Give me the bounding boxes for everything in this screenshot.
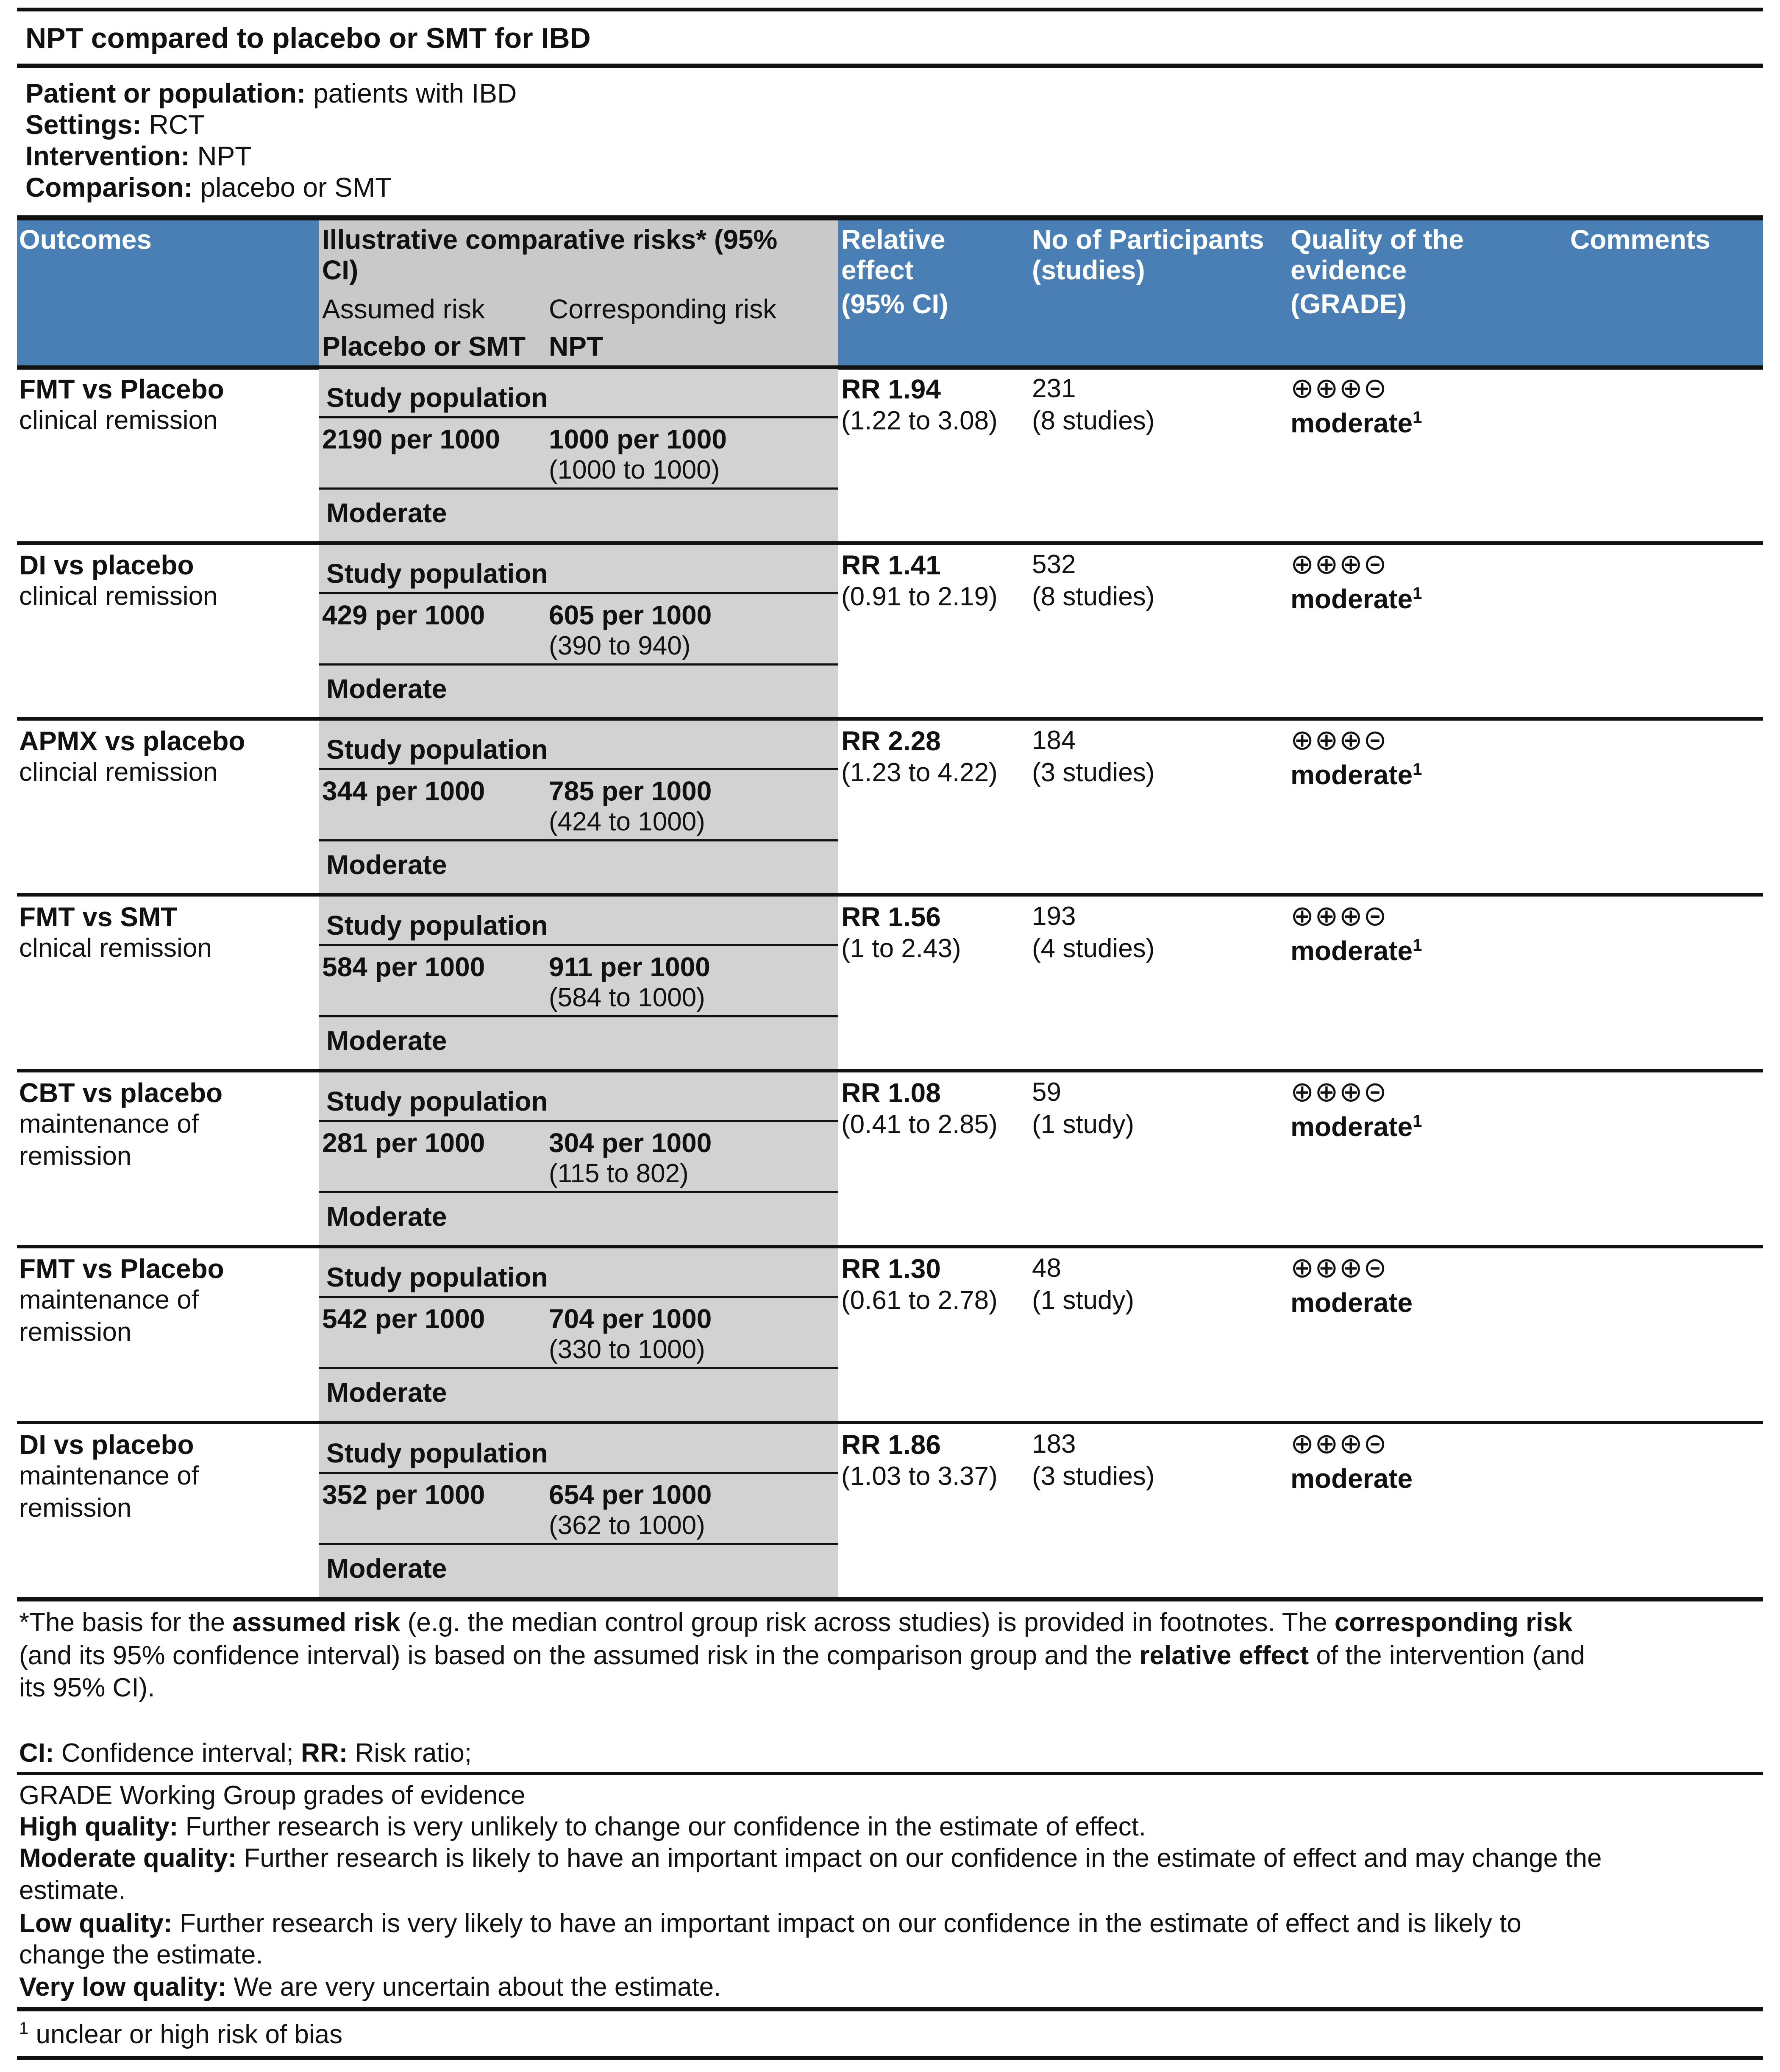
grade-rating (1290, 1462, 1413, 1495)
risk-cell-rule (319, 839, 838, 841)
relative-effect-value: RR 1.08 (841, 1078, 941, 1108)
grade-rating-text: moderate (1290, 936, 1413, 966)
outcome-description-2: remission (19, 1493, 132, 1523)
risk-cell-rule (319, 1367, 838, 1369)
corresponding-risk-ci: (424 to 1000) (549, 807, 705, 836)
outcome-description: clincial remission (19, 758, 218, 787)
studies-count: (8 studies) (1032, 406, 1155, 435)
corresponding-risk-value: 785 per 1000 (549, 776, 712, 806)
grade-certainty-icon: ⊕⊕⊕⊝ (1290, 1427, 1388, 1460)
grade-rating-text: moderate (1290, 760, 1413, 790)
footnote-marker: 1 (1413, 936, 1422, 955)
relative-effect-value: RR 2.28 (841, 726, 941, 756)
grade-certainty-icon: ⊕⊕⊕⊝ (1290, 372, 1388, 404)
assumed-risk-value: 281 per 1000 (322, 1128, 485, 1158)
grade-rating (1290, 759, 1422, 791)
outcome-description-2: remission (19, 1317, 132, 1347)
relative-effect-value: RR 1.94 (841, 374, 941, 404)
corresponding-risk-ci: (1000 to 1000) (549, 455, 720, 485)
assumed-risk-value: 2190 per 1000 (322, 424, 500, 454)
outcome-description: maintenance of (19, 1109, 199, 1139)
grade-heading: GRADE Working Group grades of evidence (19, 1781, 526, 1810)
comparison-line: Comparison: placebo or SMT (25, 172, 392, 203)
corresponding-risk-value: 304 per 1000 (549, 1128, 712, 1158)
participants-count: 184 (1032, 726, 1076, 755)
study-population-label: Study population (326, 1438, 548, 1468)
study-population-label: Study population (326, 734, 548, 765)
grade-certainty-icon: ⊕⊕⊕⊝ (1290, 1075, 1388, 1108)
row-separator (17, 717, 1763, 721)
footnote-rule (17, 2007, 1763, 2011)
participants-count: 193 (1032, 902, 1076, 931)
corresponding-risk-ci: (584 to 1000) (549, 983, 705, 1012)
outcome-name: FMT vs Placebo (19, 1253, 224, 1284)
grade-certainty-icon: ⊕⊕⊕⊝ (1290, 548, 1388, 580)
corresponding-risk-ci: (362 to 1000) (549, 1511, 705, 1540)
risk-cell-rule (319, 1543, 838, 1545)
outcome-description-2: remission (19, 1142, 132, 1171)
study-population-label: Study population (326, 382, 548, 413)
header-risks-line1: Illustrative comparative risks* (95% (322, 224, 778, 255)
risk-level-label: Moderate (326, 1025, 447, 1056)
header-corresponding-group: NPT (549, 331, 603, 362)
outcome-name: DI vs placebo (19, 550, 194, 580)
moderate-quality-line: Moderate quality: Further research is likely to have an important impact on our confidence in the estimate of effect and may change the (19, 1844, 1602, 1873)
footer-top-rule (17, 1597, 1763, 1601)
low-quality-line: Low quality: Further research is very likely to have an important impact on our confidence in the estimate of effect and is likely to (19, 1909, 1521, 1938)
corresponding-risk-ci: (390 to 940) (549, 631, 691, 660)
grade-rating-text: moderate (1290, 584, 1413, 614)
grade-rating-text: moderate (1290, 408, 1413, 438)
risk-cell-rule (319, 1296, 838, 1298)
relative-effect-value: RR 1.56 (841, 902, 941, 932)
grade-rating (1290, 1287, 1413, 1319)
outcome-description: maintenance of (19, 1285, 199, 1314)
outcome-description: clinical remission (19, 582, 218, 611)
footnote-1: $^1$ unclear or high risk of bias (19, 2019, 343, 2049)
title-rule (17, 64, 1763, 68)
corresponding-risk-ci: (330 to 1000) (549, 1335, 705, 1364)
relative-effect-ci: (0.61 to 2.78) (841, 1286, 998, 1315)
studies-count: (1 study) (1032, 1110, 1135, 1139)
grade-rating-text: moderate (1290, 1287, 1413, 1318)
basis-line-3: its 95% CI). (19, 1673, 155, 1702)
grade-rule (17, 1772, 1763, 1775)
risk-cell-rule (319, 768, 838, 770)
relative-effect-ci: (1 to 2.43) (841, 934, 961, 963)
moderate-quality-line-2: estimate. (19, 1876, 126, 1905)
settings-line: Settings: RCT (25, 109, 205, 140)
outcome-name: FMT vs Placebo (19, 374, 224, 404)
studies-count: (1 study) (1032, 1286, 1135, 1315)
high-quality-line: High quality: Further research is very unlikely to change our confidence in the estimate of effect. (19, 1812, 1146, 1841)
outcome-name: APMX vs placebo (19, 726, 245, 756)
risk-level-label: Moderate (326, 1553, 447, 1584)
top-rule (17, 8, 1763, 11)
studies-count: (4 studies) (1032, 934, 1155, 963)
header-comments: Comments (1570, 224, 1710, 255)
risk-level-label: Moderate (326, 498, 447, 528)
outcome-description: maintenance of (19, 1461, 199, 1490)
header-relative-1: Relative (841, 224, 946, 255)
participants-count: 532 (1032, 550, 1076, 579)
studies-count: (3 studies) (1032, 1462, 1155, 1491)
relative-effect-value: RR 1.41 (841, 550, 941, 580)
corresponding-risk-value: 1000 per 1000 (549, 424, 727, 454)
outcome-name: DI vs placebo (19, 1429, 194, 1460)
risk-level-label: Moderate (326, 1201, 447, 1232)
study-population-label: Study population (326, 558, 548, 589)
outcome-name: CBT vs placebo (19, 1078, 223, 1108)
header-relative-2: effect (841, 255, 914, 285)
risk-cell-rule (319, 487, 838, 490)
assumed-risk-value: 344 per 1000 (322, 776, 485, 806)
studies-count: (8 studies) (1032, 582, 1155, 611)
header-assumed-risk: Assumed risk (322, 294, 485, 324)
basis-line-2: (and its 95% confidence interval) is based on the assumed risk in the comparison group and the relative effect of the intervention (and (19, 1641, 1585, 1670)
row-separator (17, 541, 1763, 545)
risk-cell-rule (319, 1191, 838, 1193)
grade-certainty-icon: ⊕⊕⊕⊝ (1290, 900, 1388, 932)
grade-certainty-icon: ⊕⊕⊕⊝ (1290, 724, 1388, 756)
header-quality-1: Quality of the (1290, 224, 1464, 255)
row-separator (17, 1069, 1763, 1072)
grade-rating (1290, 1111, 1422, 1143)
footnote-marker: 1 (1413, 760, 1422, 779)
outcome-name: FMT vs SMT (19, 902, 178, 932)
row-separator (17, 1245, 1763, 1248)
relative-effect-ci: (1.23 to 4.22) (841, 758, 998, 787)
header-relative-3: (95% CI) (841, 289, 948, 319)
header-quality-3: (GRADE) (1290, 289, 1407, 319)
bottom-rule (17, 2056, 1763, 2060)
population-line: Patient or population: patients with IBD (25, 78, 517, 109)
participants-count: 231 (1032, 374, 1076, 403)
grade-rating-text: moderate (1290, 1463, 1413, 1494)
relative-effect-ci: (0.91 to 2.19) (841, 582, 998, 611)
low-quality-line-2: change the estimate. (19, 1940, 263, 1969)
risk-cell-rule (319, 592, 838, 594)
footnote-marker: 1 (1413, 1112, 1422, 1131)
row-separator (17, 1421, 1763, 1424)
corresponding-risk-value: 911 per 1000 (549, 952, 710, 982)
abbreviations-line: CI: Confidence interval; RR: Risk ratio; (19, 1738, 472, 1768)
outcome-description: clinical remission (19, 406, 218, 435)
corresponding-risk-value: 605 per 1000 (549, 600, 712, 630)
relative-effect-value: RR 1.86 (841, 1429, 941, 1460)
risk-cell-rule (319, 416, 838, 418)
risk-level-label: Moderate (326, 849, 447, 880)
studies-count: (3 studies) (1032, 758, 1155, 787)
assumed-risk-value: 352 per 1000 (322, 1479, 485, 1510)
assumed-risk-value: 542 per 1000 (322, 1303, 485, 1334)
study-population-label: Study population (326, 910, 548, 941)
relative-effect-ci: (0.41 to 2.85) (841, 1110, 998, 1139)
grade-certainty-icon: ⊕⊕⊕⊝ (1290, 1251, 1388, 1284)
outcome-description: clnical remission (19, 933, 212, 963)
grade-rating (1290, 407, 1422, 439)
corresponding-risk-ci: (115 to 802) (549, 1159, 689, 1188)
basis-line-1: *The basis for the assumed risk (e.g. the median control group risk across studies) is provided in footnotes. The corresponding risk (19, 1608, 1573, 1637)
corresponding-risk-value: 704 per 1000 (549, 1303, 712, 1334)
participants-count: 48 (1032, 1253, 1061, 1283)
grade-rating-text: moderate (1290, 1111, 1413, 1142)
assumed-risk-value: 584 per 1000 (322, 952, 485, 982)
row-separator (17, 893, 1763, 897)
very-low-quality-line: Very low quality: We are very uncertain about the estimate. (19, 1972, 721, 2002)
risk-cell-rule (319, 1120, 838, 1122)
header-quality-2: evidence (1290, 255, 1407, 285)
footnote-marker: 1 (1413, 408, 1422, 427)
grade-rating (1290, 583, 1422, 615)
header-participants-2: (studies) (1032, 255, 1145, 285)
corresponding-risk-value: 654 per 1000 (549, 1479, 712, 1510)
header-participants-1: No of Participants (1032, 224, 1264, 255)
participants-count: 59 (1032, 1078, 1061, 1107)
header-bottom-rule (17, 365, 1763, 370)
grade-rating (1290, 935, 1422, 967)
relative-effect-ci: (1.22 to 3.08) (841, 406, 998, 435)
header-top-rule (17, 215, 1763, 220)
relative-effect-ci: (1.03 to 3.37) (841, 1462, 998, 1491)
study-population-label: Study population (326, 1262, 548, 1292)
intervention-line: Intervention: NPT (25, 141, 252, 171)
risk-level-label: Moderate (326, 1377, 447, 1408)
header-corresponding-risk: Corresponding risk (549, 294, 777, 324)
risk-level-label: Moderate (326, 674, 447, 704)
relative-effect-value: RR 1.30 (841, 1253, 941, 1284)
table-title: NPT compared to placebo or SMT for IBD (25, 22, 591, 54)
study-population-label: Study population (326, 1086, 548, 1117)
risk-cell-rule (319, 1472, 838, 1474)
participants-count: 183 (1032, 1429, 1076, 1459)
risk-cell-rule (319, 663, 838, 666)
header-risks-line2: CI) (322, 255, 359, 285)
assumed-risk-value: 429 per 1000 (322, 600, 485, 630)
footnote-marker: 1 (1413, 584, 1422, 603)
risk-cell-rule (319, 944, 838, 946)
header-assumed-group: Placebo or SMT (322, 331, 526, 362)
header-outcomes: Outcomes (19, 224, 152, 255)
risk-cell-rule (319, 1015, 838, 1017)
